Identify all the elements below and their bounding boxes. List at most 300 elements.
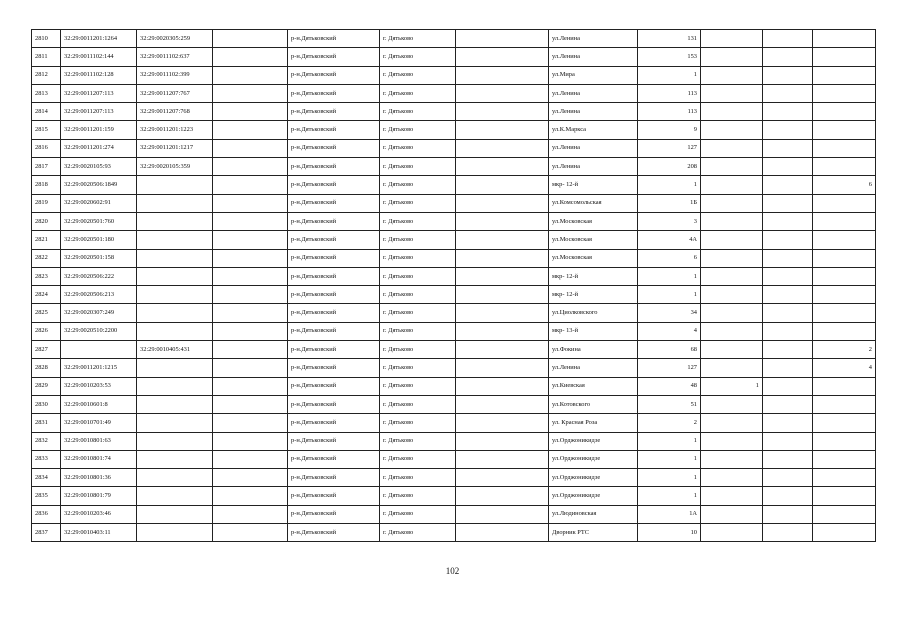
- table-cell: [701, 212, 763, 230]
- table-cell: [813, 103, 876, 121]
- table-cell: [456, 66, 549, 84]
- table-cell: 32:29:0010801:36: [61, 469, 137, 487]
- table-cell: ул.Ленина: [549, 48, 638, 66]
- table-cell: г. Дятьково: [380, 139, 456, 157]
- table-cell: 32:29:0011201:1217: [137, 139, 213, 157]
- table-cell: [213, 286, 288, 304]
- table-cell: [763, 524, 813, 542]
- table-cell: [763, 341, 813, 359]
- table-cell: 32:29:0020307:249: [61, 304, 137, 322]
- table-row: [32, 158, 876, 176]
- table-cell: ул.Ленина: [549, 359, 638, 377]
- table-cell: [137, 286, 213, 304]
- table-cell: [813, 194, 876, 212]
- table-cell: [213, 139, 288, 157]
- table-cell: ул.Орджоникидзе: [549, 469, 638, 487]
- table-cell: 32:29:0020506:222: [61, 267, 137, 285]
- table-cell: 2813: [32, 84, 61, 102]
- table-cell: ул.Фокина: [549, 341, 638, 359]
- table-row: [32, 103, 876, 121]
- table-row: [32, 139, 876, 157]
- table-cell: [137, 249, 213, 267]
- table-cell: [213, 322, 288, 340]
- table-cell: [763, 267, 813, 285]
- table-cell: 32:29:0010405:431: [137, 341, 213, 359]
- table-cell: р-н.Дятьковский: [288, 121, 380, 139]
- table-cell: ул.Московская: [549, 231, 638, 249]
- table-cell: г. Дятьково: [380, 231, 456, 249]
- table-cell: 1: [638, 487, 701, 505]
- table-cell: мкр- 12-й: [549, 176, 638, 194]
- table-cell: [456, 30, 549, 48]
- table-cell: [213, 48, 288, 66]
- table-cell: 32:29:0011201:1223: [137, 121, 213, 139]
- table-cell: ул.Киевская: [549, 377, 638, 395]
- table-cell: [763, 322, 813, 340]
- table-cell: [701, 139, 763, 157]
- table-cell: [763, 66, 813, 84]
- table-cell: [813, 286, 876, 304]
- table-cell: [813, 395, 876, 413]
- table-cell: 32:29:0020602:91: [61, 194, 137, 212]
- table-cell: ул. Красная Роза: [549, 414, 638, 432]
- table-row: [32, 322, 876, 340]
- table-cell: 2837: [32, 524, 61, 542]
- table-cell: р-н.Дятьковский: [288, 158, 380, 176]
- table-cell: р-н.Дятьковский: [288, 505, 380, 523]
- table-cell: 32:29:0011201:1215: [61, 359, 137, 377]
- table-cell: г. Дятьково: [380, 359, 456, 377]
- table-cell: [137, 322, 213, 340]
- table-row: [32, 377, 876, 395]
- table-cell: 2828: [32, 359, 61, 377]
- table-cell: 2821: [32, 231, 61, 249]
- table-cell: [213, 249, 288, 267]
- table-row: [32, 359, 876, 377]
- table-cell: р-н.Дятьковский: [288, 395, 380, 413]
- table-cell: ул.Ленина: [549, 30, 638, 48]
- table-cell: мкр- 13-й: [549, 322, 638, 340]
- table-cell: [763, 30, 813, 48]
- table-cell: [813, 231, 876, 249]
- table-cell: [813, 212, 876, 230]
- table-cell: [213, 414, 288, 432]
- table-cell: [701, 121, 763, 139]
- table-cell: [763, 121, 813, 139]
- table-cell: р-н.Дятьковский: [288, 48, 380, 66]
- table-cell: 2824: [32, 286, 61, 304]
- table-cell: [763, 158, 813, 176]
- page-number: 102: [445, 566, 460, 576]
- table-cell: [813, 158, 876, 176]
- table-cell: г. Дятьково: [380, 212, 456, 230]
- table-cell: 1: [638, 176, 701, 194]
- table-cell: [763, 304, 813, 322]
- table-cell: [701, 194, 763, 212]
- table-cell: [701, 450, 763, 468]
- table-cell: г. Дятьково: [380, 194, 456, 212]
- table-cell: [763, 176, 813, 194]
- table-cell: ул.Орджоникидзе: [549, 450, 638, 468]
- table-cell: [701, 414, 763, 432]
- table-row: [32, 432, 876, 450]
- table-cell: [456, 414, 549, 432]
- table-row: [32, 176, 876, 194]
- table-cell: [213, 231, 288, 249]
- table-cell: ул.К.Маркса: [549, 121, 638, 139]
- table-cell: 2819: [32, 194, 61, 212]
- table-cell: р-н.Дятьковский: [288, 267, 380, 285]
- table-cell: [456, 341, 549, 359]
- table-cell: [213, 103, 288, 121]
- table-cell: [763, 414, 813, 432]
- table-cell: 1А: [638, 505, 701, 523]
- table-cell: 32:29:0010203:46: [61, 505, 137, 523]
- table-cell: р-н.Дятьковский: [288, 249, 380, 267]
- table-cell: [213, 304, 288, 322]
- table-cell: р-н.Дятьковский: [288, 487, 380, 505]
- table-cell: ул.Ленина: [549, 139, 638, 157]
- table-cell: ул.Орджоникидзе: [549, 432, 638, 450]
- table-cell: [456, 212, 549, 230]
- table-cell: [813, 84, 876, 102]
- table-cell: [137, 450, 213, 468]
- table-cell: [456, 139, 549, 157]
- table-cell: 153: [638, 48, 701, 66]
- table-cell: [763, 359, 813, 377]
- table-cell: [213, 267, 288, 285]
- table-row: [32, 286, 876, 304]
- table-row: [32, 231, 876, 249]
- table-cell: 2835: [32, 487, 61, 505]
- table-cell: [137, 414, 213, 432]
- table-row: [32, 341, 876, 359]
- table-cell: [456, 286, 549, 304]
- table-cell: [456, 194, 549, 212]
- table-cell: 32:29:0011201:159: [61, 121, 137, 139]
- table-cell: [763, 84, 813, 102]
- table-cell: 2811: [32, 48, 61, 66]
- table-cell: [456, 267, 549, 285]
- table-cell: [701, 505, 763, 523]
- table-cell: 1: [638, 66, 701, 84]
- table-cell: р-н.Дятьковский: [288, 212, 380, 230]
- table-cell: 2834: [32, 469, 61, 487]
- table-cell: ул.Ленина: [549, 103, 638, 121]
- table-cell: г. Дятьково: [380, 121, 456, 139]
- table-cell: [813, 304, 876, 322]
- table-cell: [763, 249, 813, 267]
- table-cell: [213, 158, 288, 176]
- table-cell: [456, 249, 549, 267]
- table-cell: [701, 158, 763, 176]
- table-cell: [701, 359, 763, 377]
- table-cell: [137, 377, 213, 395]
- table-cell: 208: [638, 158, 701, 176]
- table-cell: 32:29:0011207:767: [137, 84, 213, 102]
- table-cell: 32:29:0011102:637: [137, 48, 213, 66]
- table-cell: 32:29:0010601:8: [61, 395, 137, 413]
- table-row: [32, 304, 876, 322]
- table-cell: [763, 432, 813, 450]
- table-cell: [701, 341, 763, 359]
- table-cell: г. Дятьково: [380, 48, 456, 66]
- table-cell: [701, 48, 763, 66]
- table-cell: р-н.Дятьковский: [288, 304, 380, 322]
- table-cell: 4: [638, 322, 701, 340]
- table-cell: ул.Мира: [549, 66, 638, 84]
- table-cell: [763, 103, 813, 121]
- table-cell: [456, 322, 549, 340]
- table-cell: г. Дятьково: [380, 286, 456, 304]
- table-cell: г. Дятьково: [380, 322, 456, 340]
- table-cell: р-н.Дятьковский: [288, 30, 380, 48]
- table-cell: 32:29:0010403:11: [61, 524, 137, 542]
- table-cell: ул.Ленина: [549, 84, 638, 102]
- table-cell: р-н.Дятьковский: [288, 176, 380, 194]
- table-cell: 32:29:0020501:180: [61, 231, 137, 249]
- table-cell: [137, 231, 213, 249]
- table-cell: [701, 487, 763, 505]
- table-cell: р-н.Дятьковский: [288, 524, 380, 542]
- table-cell: р-н.Дятьковский: [288, 450, 380, 468]
- table-cell: [763, 139, 813, 157]
- table-cell: [213, 84, 288, 102]
- table-cell: 9: [638, 121, 701, 139]
- table-cell: [813, 249, 876, 267]
- table-cell: 1: [701, 377, 763, 395]
- table-cell: [137, 469, 213, 487]
- table-cell: [213, 359, 288, 377]
- table-cell: 1: [638, 286, 701, 304]
- table-cell: 1Б: [638, 194, 701, 212]
- table-cell: [213, 377, 288, 395]
- table-cell: мкр- 12-й: [549, 286, 638, 304]
- table-cell: г. Дятьково: [380, 487, 456, 505]
- table-cell: 131: [638, 30, 701, 48]
- table-row: [32, 48, 876, 66]
- table-cell: 32:29:0011102:399: [137, 66, 213, 84]
- table-cell: 127: [638, 359, 701, 377]
- table-row: [32, 212, 876, 230]
- table-cell: 1: [638, 469, 701, 487]
- table-cell: р-н.Дятьковский: [288, 359, 380, 377]
- table-cell: [456, 505, 549, 523]
- table-cell: [456, 158, 549, 176]
- table-cell: [456, 121, 549, 139]
- table-cell: ул.Орджоникидзе: [549, 487, 638, 505]
- table-cell: [456, 450, 549, 468]
- table-cell: [701, 84, 763, 102]
- table-cell: 2810: [32, 30, 61, 48]
- table-cell: 1: [638, 450, 701, 468]
- table-cell: р-н.Дятьковский: [288, 286, 380, 304]
- table-cell: 32:29:0011207:113: [61, 84, 137, 102]
- table-cell: 113: [638, 84, 701, 102]
- table-cell: [213, 121, 288, 139]
- table-cell: [701, 103, 763, 121]
- table-cell: [813, 66, 876, 84]
- table-cell: г. Дятьково: [380, 66, 456, 84]
- table-cell: [456, 524, 549, 542]
- table-cell: [701, 469, 763, 487]
- table-cell: г. Дятьково: [380, 377, 456, 395]
- table-cell: [763, 48, 813, 66]
- table-cell: [763, 377, 813, 395]
- table-cell: р-н.Дятьковский: [288, 194, 380, 212]
- table-cell: [456, 395, 549, 413]
- table-cell: [137, 212, 213, 230]
- table-cell: 4: [813, 359, 876, 377]
- table-cell: 2812: [32, 66, 61, 84]
- table-cell: 32:29:0020506:213: [61, 286, 137, 304]
- table-cell: [701, 267, 763, 285]
- table-cell: [456, 176, 549, 194]
- table-cell: [213, 176, 288, 194]
- table-cell: 32:29:0020510:2200: [61, 322, 137, 340]
- table-cell: [763, 469, 813, 487]
- table-cell: р-н.Дятьковский: [288, 103, 380, 121]
- table-cell: [456, 432, 549, 450]
- table-cell: [213, 212, 288, 230]
- table-row: [32, 66, 876, 84]
- table-cell: [813, 524, 876, 542]
- table-cell: г. Дятьково: [380, 469, 456, 487]
- table-row: [32, 194, 876, 212]
- table-cell: мкр- 12-й: [549, 267, 638, 285]
- table-cell: 2832: [32, 432, 61, 450]
- table-cell: 127: [638, 139, 701, 157]
- table-cell: 2814: [32, 103, 61, 121]
- table-cell: [813, 450, 876, 468]
- table-row: [32, 469, 876, 487]
- table-cell: [61, 341, 137, 359]
- table-row: [32, 249, 876, 267]
- table-cell: р-н.Дятьковский: [288, 66, 380, 84]
- table-cell: 2825: [32, 304, 61, 322]
- table-cell: г. Дятьково: [380, 524, 456, 542]
- table-cell: р-н.Дятьковский: [288, 322, 380, 340]
- table-cell: р-н.Дятьковский: [288, 231, 380, 249]
- registry-table: [31, 29, 876, 542]
- table-cell: 32:29:0011201:274: [61, 139, 137, 157]
- table-cell: 32:29:0020105:93: [61, 158, 137, 176]
- table-cell: 32:29:0010701:49: [61, 414, 137, 432]
- table-row: [32, 505, 876, 523]
- table-cell: 32:29:0010801:79: [61, 487, 137, 505]
- table-cell: 2827: [32, 341, 61, 359]
- table-cell: [701, 249, 763, 267]
- table-cell: [813, 432, 876, 450]
- table-cell: [701, 304, 763, 322]
- table-cell: [813, 48, 876, 66]
- table-cell: [213, 395, 288, 413]
- table-cell: 32:29:0011102:144: [61, 48, 137, 66]
- table-cell: [701, 432, 763, 450]
- table-cell: [701, 286, 763, 304]
- table-row: [32, 395, 876, 413]
- table-row: [32, 450, 876, 468]
- table-cell: р-н.Дятьковский: [288, 377, 380, 395]
- table-cell: [456, 487, 549, 505]
- table-cell: 2826: [32, 322, 61, 340]
- table-cell: [813, 322, 876, 340]
- table-cell: [456, 359, 549, 377]
- table-cell: [137, 267, 213, 285]
- table-cell: [137, 505, 213, 523]
- table-cell: [763, 231, 813, 249]
- table-cell: [456, 48, 549, 66]
- table-cell: 68: [638, 341, 701, 359]
- table-cell: [137, 524, 213, 542]
- table-cell: г. Дятьково: [380, 450, 456, 468]
- table-cell: р-н.Дятьковский: [288, 469, 380, 487]
- table-cell: г. Дятьково: [380, 395, 456, 413]
- table-cell: р-н.Дятьковский: [288, 139, 380, 157]
- table-cell: [701, 322, 763, 340]
- table-cell: 32:29:0010801:74: [61, 450, 137, 468]
- table-cell: г. Дятьково: [380, 176, 456, 194]
- table-cell: ул.Циолковского: [549, 304, 638, 322]
- table-cell: [213, 30, 288, 48]
- table-cell: [456, 231, 549, 249]
- table-cell: г. Дятьково: [380, 267, 456, 285]
- table-cell: [763, 194, 813, 212]
- table-cell: 32:29:0020506:1849: [61, 176, 137, 194]
- table-cell: 32:29:0020305:259: [137, 30, 213, 48]
- table-row: [32, 121, 876, 139]
- table-cell: г. Дятьково: [380, 432, 456, 450]
- table-cell: 32:29:0010203:53: [61, 377, 137, 395]
- table-cell: [213, 505, 288, 523]
- table-cell: 2: [638, 414, 701, 432]
- table-cell: г. Дятьково: [380, 158, 456, 176]
- table-cell: [456, 103, 549, 121]
- table-cell: 2822: [32, 249, 61, 267]
- table-cell: [701, 30, 763, 48]
- table-cell: ул.Ленина: [549, 158, 638, 176]
- table-cell: г. Дятьково: [380, 249, 456, 267]
- table-row: [32, 267, 876, 285]
- table-cell: 6: [638, 249, 701, 267]
- table-cell: р-н.Дятьковский: [288, 432, 380, 450]
- table-cell: [213, 524, 288, 542]
- table-cell: [813, 469, 876, 487]
- table-cell: 2820: [32, 212, 61, 230]
- table-cell: [137, 194, 213, 212]
- table-cell: ул.Котовского: [549, 395, 638, 413]
- table-cell: [137, 176, 213, 194]
- table-cell: 32:29:0011102:128: [61, 66, 137, 84]
- table-cell: 10: [638, 524, 701, 542]
- table-cell: ул.Людиновская: [549, 505, 638, 523]
- table-cell: г. Дятьково: [380, 304, 456, 322]
- table-cell: г. Дятьково: [380, 414, 456, 432]
- table-cell: 34: [638, 304, 701, 322]
- table-cell: [701, 66, 763, 84]
- table-cell: 32:29:0011201:1264: [61, 30, 137, 48]
- table-cell: 1: [638, 432, 701, 450]
- table-cell: 4А: [638, 231, 701, 249]
- table-cell: 32:29:0011207:113: [61, 103, 137, 121]
- table-cell: 48: [638, 377, 701, 395]
- table-cell: Дворник РТС: [549, 524, 638, 542]
- table-cell: ул.Московская: [549, 249, 638, 267]
- table-cell: 6: [813, 176, 876, 194]
- table-cell: 2816: [32, 139, 61, 157]
- table-cell: [456, 84, 549, 102]
- table-cell: 2818: [32, 176, 61, 194]
